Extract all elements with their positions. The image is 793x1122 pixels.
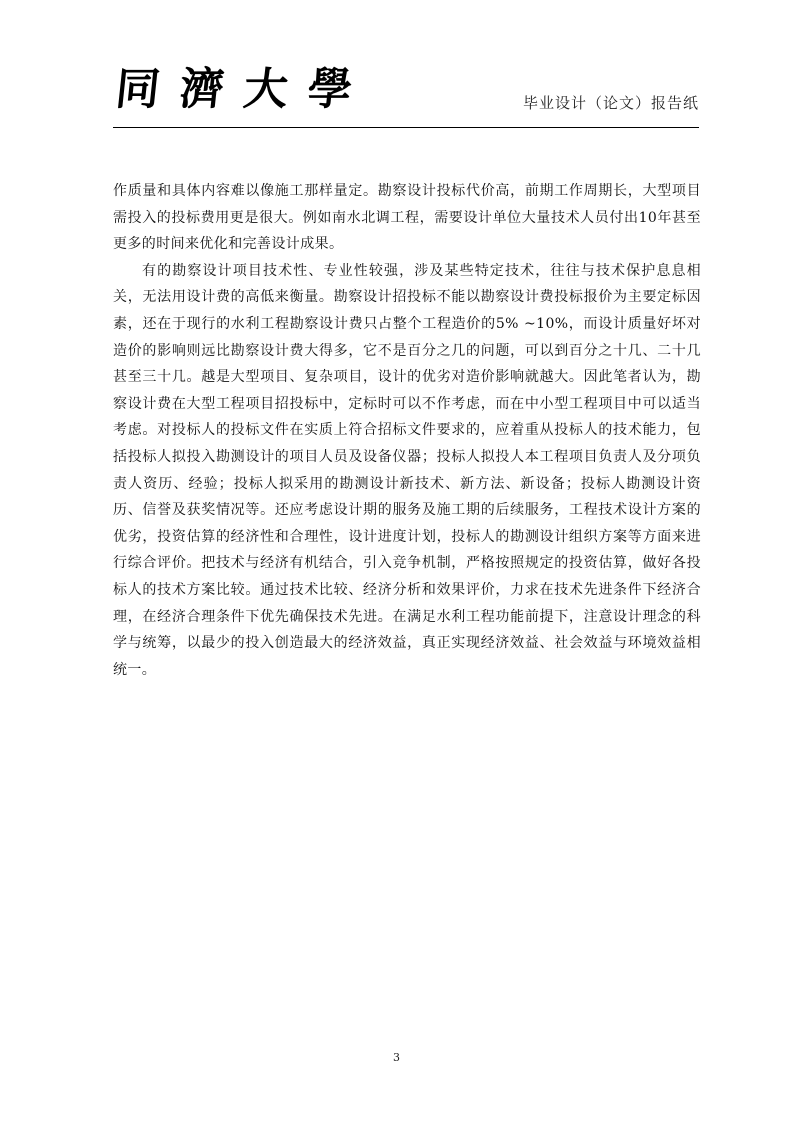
body-text — [113, 178, 701, 683]
university-logo: 同濟大學 — [113, 64, 375, 115]
page-header — [113, 64, 699, 130]
page-number: 3 — [393, 1051, 400, 1064]
header-divider — [113, 127, 699, 128]
paragraph-2: 有的勘察设计项目技术性、专业性较强，涉及某些特定技术，往往与技术保护息息相关，无法用设计费的高低来衡量。勘察设计招投标不能以勘察设计费投标报价为主要定标因素，还在于现行的水利工程勘察设计费只占整个工程造价的5% ~10%，而设计质量好坏对造价的影响则远比勘察设计费大得多，它不是百分之几的问题，可以到百分之十几、二十几甚至三十几。越是大型项目、复杂项目，设计的优劣对造价影响就越大。因此笔者认为，勘察设计费在大型工程项目招投标中，定标时可以不作考虑，而在中小型工程项目中可以适当考虑。对投标人的投标文件在实质上符合招标文件要求的，应着重从投标人的技术能力，包括投标人拟投入勘测设计的项目人员及设备仪器；投标人拟投人本工程项目负责人及分项负责人资历、经验；投标人拟采用的勘测设计新技术、新方法、新设备；投标人勘测设计资历、信誉及获奖情况等。还应考虑设计期的服务及施工期的后续服务，工程技术设计方案的优劣，投资估算的经济性和合理性，设计进度计划，投标人的勘测设计组织方案等方面来进行综合评价。把技术与经济有机结合，引入竞争机制，严格按照规定的投资估算，做好各投标人的技术方案比较。通过技术比较、经济分析和效果评价，力求在技术先进条件下经济合理，在经济合理条件下优先确保技术先进。在满足水利工程功能前提下，注意设计理念的科学与统筹，以最少的投入创造最大的经济效益，真正实现经济效益、社会效益与环境效益相统一。 — [113, 262, 701, 678]
paragraph-1: 作质量和具体内容难以像施工那样量定。勘察设计投标代价高，前期工作周期长，大型项目需投入的投标费用更是很大。例如南水北调工程，需要设计单位大量技术人员付出10年甚至更多的时间来优化和完善设计成果。 — [113, 183, 701, 253]
header-title: 毕业设计（论文）报告纸 — [522, 94, 699, 112]
